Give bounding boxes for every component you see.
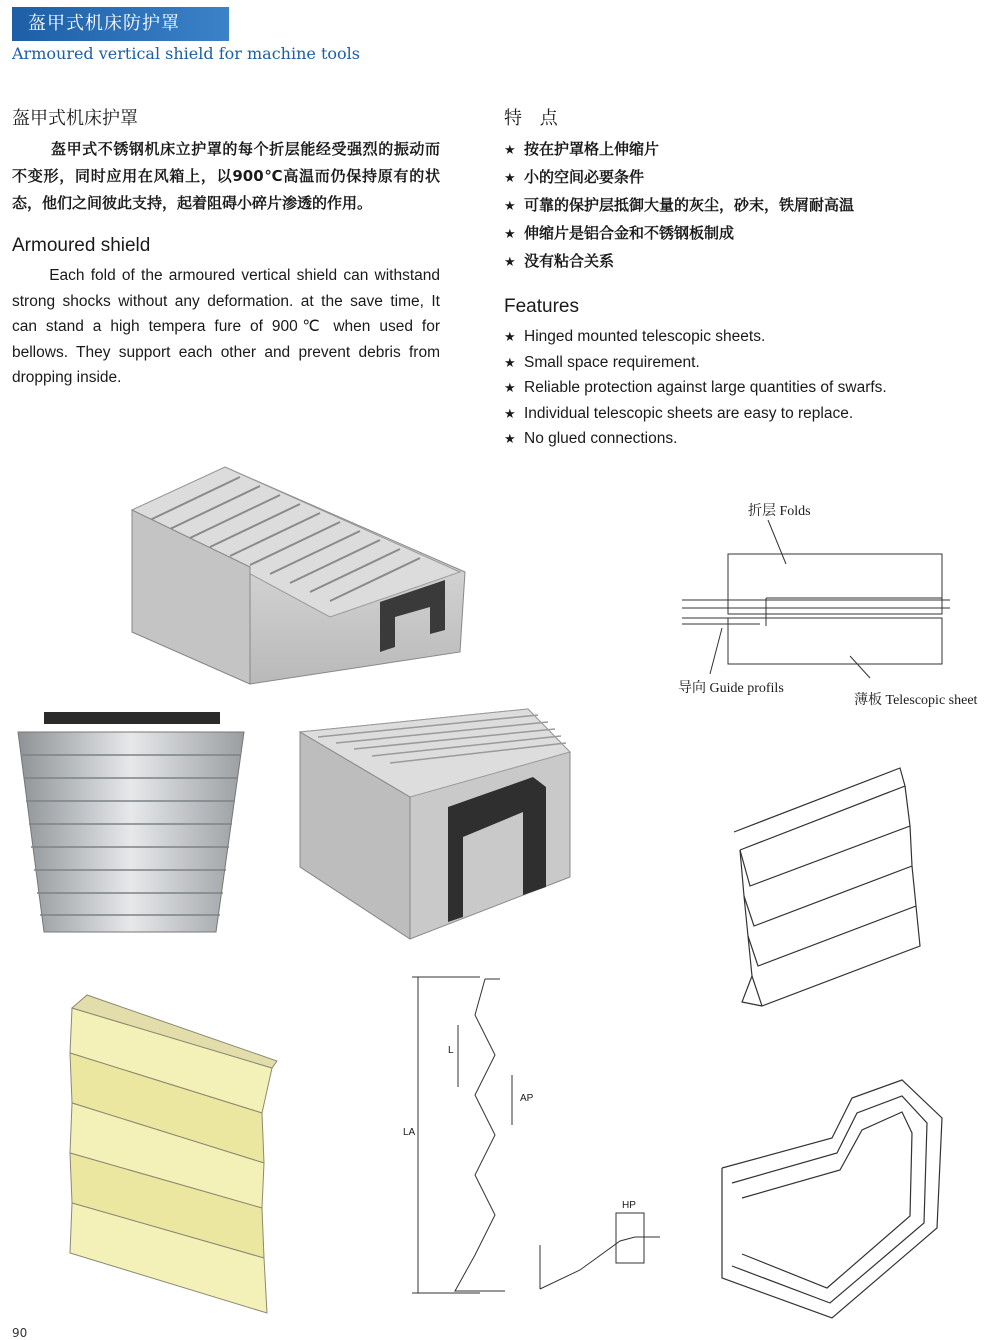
- features-list-cn: [504, 136, 964, 276]
- header-title-bar: [12, 7, 229, 41]
- feature-item-en: ★ Reliable protection against large quantities of swarfs.: [504, 375, 964, 401]
- label-folds: 折层 Folds: [748, 504, 811, 519]
- feature-item-cn: ★ 伸缩片是铝合金和不锈钢板制成: [504, 220, 964, 248]
- heading-cn: 盔甲式机床护罩: [12, 108, 138, 129]
- profile-3d-yellow: [42, 993, 282, 1323]
- star-icon: ★: [504, 354, 516, 370]
- header-title-cn: 盔甲式机床防护罩: [28, 13, 180, 34]
- line-drawing-telescopic-sheet: [730, 766, 930, 1014]
- dim-label-la: LA: [403, 1127, 416, 1138]
- left-column: [12, 104, 440, 391]
- feature-item-cn: ★ 可靠的保护层抵御大量的灰尘，砂末，铁屑耐高温: [504, 192, 964, 220]
- label-guide: 导向 Guide profils: [678, 681, 784, 696]
- feature-item-en: ★ Individual telescopic sheets are easy to replace.: [504, 401, 964, 427]
- feature-item-en: ★ Hinged mounted telescopic sheets.: [504, 324, 964, 350]
- star-icon: ★: [504, 199, 516, 214]
- features-list-en: [504, 324, 964, 452]
- star-icon: ★: [504, 171, 516, 186]
- product-image-shield-top: [130, 462, 470, 687]
- line-drawing-u-bellows: [712, 1078, 947, 1323]
- feature-item-en: ★ Small space requirement.: [504, 350, 964, 376]
- header-title-en: Armoured vertical shield for machine tools: [12, 44, 360, 63]
- feature-item-en: ★ No glued connections.: [504, 426, 964, 452]
- feature-item-cn: ★ 小的空间必要条件: [504, 164, 964, 192]
- product-image-box-shield: [298, 707, 573, 942]
- features-heading-cn: 特 点: [504, 108, 564, 129]
- features-heading-en: Features: [504, 296, 579, 317]
- star-icon: ★: [504, 143, 516, 158]
- star-icon: ★: [504, 255, 516, 270]
- product-image-curved-shield: [16, 710, 246, 935]
- feature-item-cn: ★ 按在护罩格上伸缩片: [504, 136, 964, 164]
- feature-item-cn: ★ 没有粘合关系: [504, 248, 964, 276]
- dim-label-l: L: [448, 1045, 454, 1056]
- star-icon: ★: [504, 227, 516, 242]
- dim-label-hp: HP: [622, 1200, 636, 1211]
- star-icon: ★: [504, 380, 516, 395]
- label-telescopic-sheet: 薄板 Telescopic sheet: [854, 693, 978, 708]
- star-icon: ★: [504, 329, 516, 344]
- page-number: 90: [12, 1326, 28, 1340]
- diagram-leader-lines: [690, 518, 890, 688]
- dimension-drawing: [400, 975, 670, 1297]
- paragraph-en: Each fold of the armoured vertical shield can withstand strong shocks without any deformation. at the save time, It can stand a high tempera fure of 900℃ when used for bellows. They support each other and prevent debris from dropping inside.: [12, 267, 440, 386]
- paragraph-cn: 盔甲式不锈钢机床立护罩的每个折层能经受强烈的振动而不变形，同时应用在风箱上，以900℃高温而仍保持原有的状态，他们之间彼此支持，起着阻碍小碎片渗透的作用。: [12, 140, 440, 212]
- heading-en: Armoured shield: [12, 235, 151, 256]
- star-icon: ★: [504, 431, 516, 446]
- right-column: [504, 104, 964, 452]
- dim-label-ap: AP: [520, 1093, 534, 1104]
- star-icon: ★: [504, 405, 516, 421]
